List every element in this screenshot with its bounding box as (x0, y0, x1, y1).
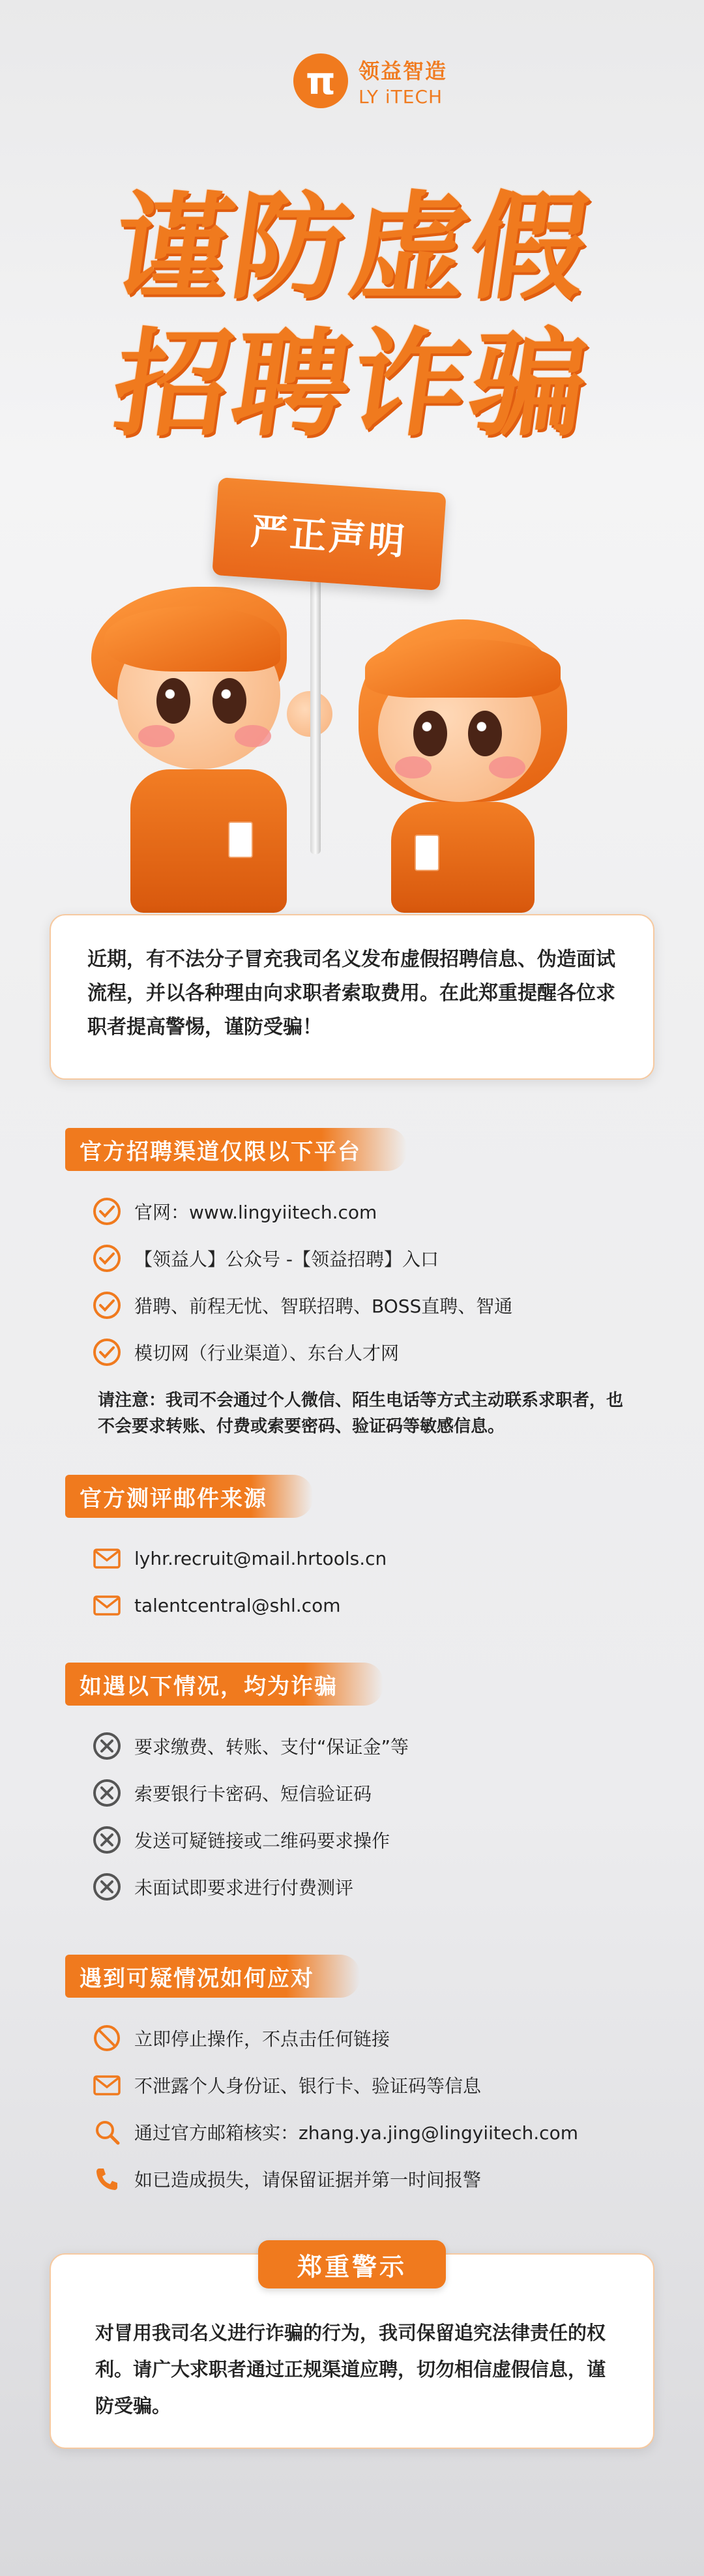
brand-logo (293, 53, 447, 108)
list-item (93, 1282, 639, 1329)
fraud-text: 要求缴费、转账、支付“保证金”等 (134, 1736, 409, 1758)
intro-text: 近期，有不法分子冒充我司名义发布虚假招聘信息、伪造面试流程，并以各种理由向求职者索取费用。在此郑重提醒各位求职者提高警惕，谨防受骗！ (87, 948, 615, 1039)
warning-text: 对冒用我司名义进行诈骗的行为，我司保留追究法律责任的权利。请广大求职者通过正规渠道应聘，切勿相信虚假信息，谨防受骗。 (95, 2322, 606, 2417)
response-text[interactable]: 通过官方邮箱核实：zhang.ya.jing@lingyiitech.com (134, 2122, 578, 2144)
x-circle-icon (93, 1779, 121, 1807)
emails-title: 官方测评邮件来源 (65, 1475, 313, 1518)
stop-icon (93, 2024, 121, 2052)
list-item (93, 1816, 639, 1863)
channels-note: 请注意：我司不会通过个人微信、陌生电话等方式主动联系求职者，也不会要求转账、付费或索要密码、验证码等敏感信息。 (98, 1391, 624, 1436)
fraud-text: 未面试即要求进行付费测评 (134, 1877, 354, 1899)
fraud-section (65, 1663, 639, 1910)
fraud-text: 发送可疑链接或二维码要求操作 (134, 1830, 390, 1852)
channels-section (65, 1128, 639, 1440)
channels-title: 官方招聘渠道仅限以下平台 (65, 1128, 407, 1171)
email-address[interactable]: talentcentral@shl.com (134, 1594, 341, 1616)
list-item (93, 1329, 639, 1376)
mail-icon (93, 2071, 121, 2099)
list-item (93, 1188, 639, 1235)
mascot-girl-illustration (345, 619, 593, 913)
headline-line2: 招聘诈骗 (105, 316, 599, 452)
check-circle-icon (93, 1197, 121, 1226)
response-title: 遇到可疑情况如何应对 (65, 1955, 360, 1998)
response-text: 立即停止操作，不点击任何链接 (134, 2028, 390, 2050)
fraud-title: 如遇以下情况，均为诈骗 (65, 1663, 383, 1706)
fraud-list (65, 1723, 639, 1910)
check-circle-icon (93, 1291, 121, 1320)
check-circle-icon (93, 1338, 121, 1367)
sign-text: 严正声明 (249, 510, 409, 564)
mail-icon (93, 1591, 121, 1620)
brand-name-cn: 领益智造 (359, 58, 448, 83)
email-address[interactable]: lyhr.recruit@mail.hrtools.cn (134, 1547, 387, 1569)
statement-sign (212, 477, 447, 591)
brand-name (359, 55, 447, 108)
list-item (93, 2015, 639, 2062)
list-item (93, 1863, 639, 1910)
headline-line1: 谨防虚假 (105, 179, 599, 315)
response-section (65, 1955, 639, 2202)
list-item (93, 1582, 639, 1629)
response-text: 如已造成损失，请保留证据并第一时间报警 (134, 2169, 482, 2191)
check-circle-icon (93, 1244, 121, 1273)
warning-title: 郑重警示 (258, 2240, 446, 2288)
list-item (93, 1235, 639, 1282)
list-item (93, 1769, 639, 1816)
response-list (65, 2015, 639, 2202)
response-text: 不泄露个人身份证、银行卡、验证码等信息 (134, 2075, 482, 2097)
x-circle-icon (93, 1732, 121, 1760)
list-item (93, 2155, 639, 2202)
sign-stick (310, 574, 321, 854)
channel-text: 猎聘、前程无忧、智联招聘、BOSS直聘、智通 (134, 1295, 513, 1317)
x-circle-icon (93, 1873, 121, 1901)
channel-text: 【领益人】公众号 -【领益招聘】入口 (134, 1249, 439, 1270)
channel-text: 官网：www.lingyiitech.com (134, 1202, 377, 1223)
intro-card (50, 914, 654, 1080)
phone-icon (93, 2165, 121, 2193)
x-circle-icon (93, 1826, 121, 1854)
fraud-text: 索要银行卡密码、短信验证码 (134, 1783, 372, 1805)
search-icon (93, 2118, 121, 2146)
mail-icon (93, 1544, 121, 1573)
brand-name-en: LY iTECH (359, 85, 443, 108)
list-item (93, 1723, 639, 1769)
pi-logo-icon: π (293, 53, 348, 108)
emails-list (65, 1535, 639, 1629)
list-item (93, 1535, 639, 1582)
list-item (93, 2109, 639, 2155)
emails-section (65, 1475, 639, 1629)
channel-text: 模切网（行业渠道）、东台人才网 (134, 1342, 400, 1364)
channels-list (65, 1188, 639, 1376)
list-item (93, 2062, 639, 2109)
